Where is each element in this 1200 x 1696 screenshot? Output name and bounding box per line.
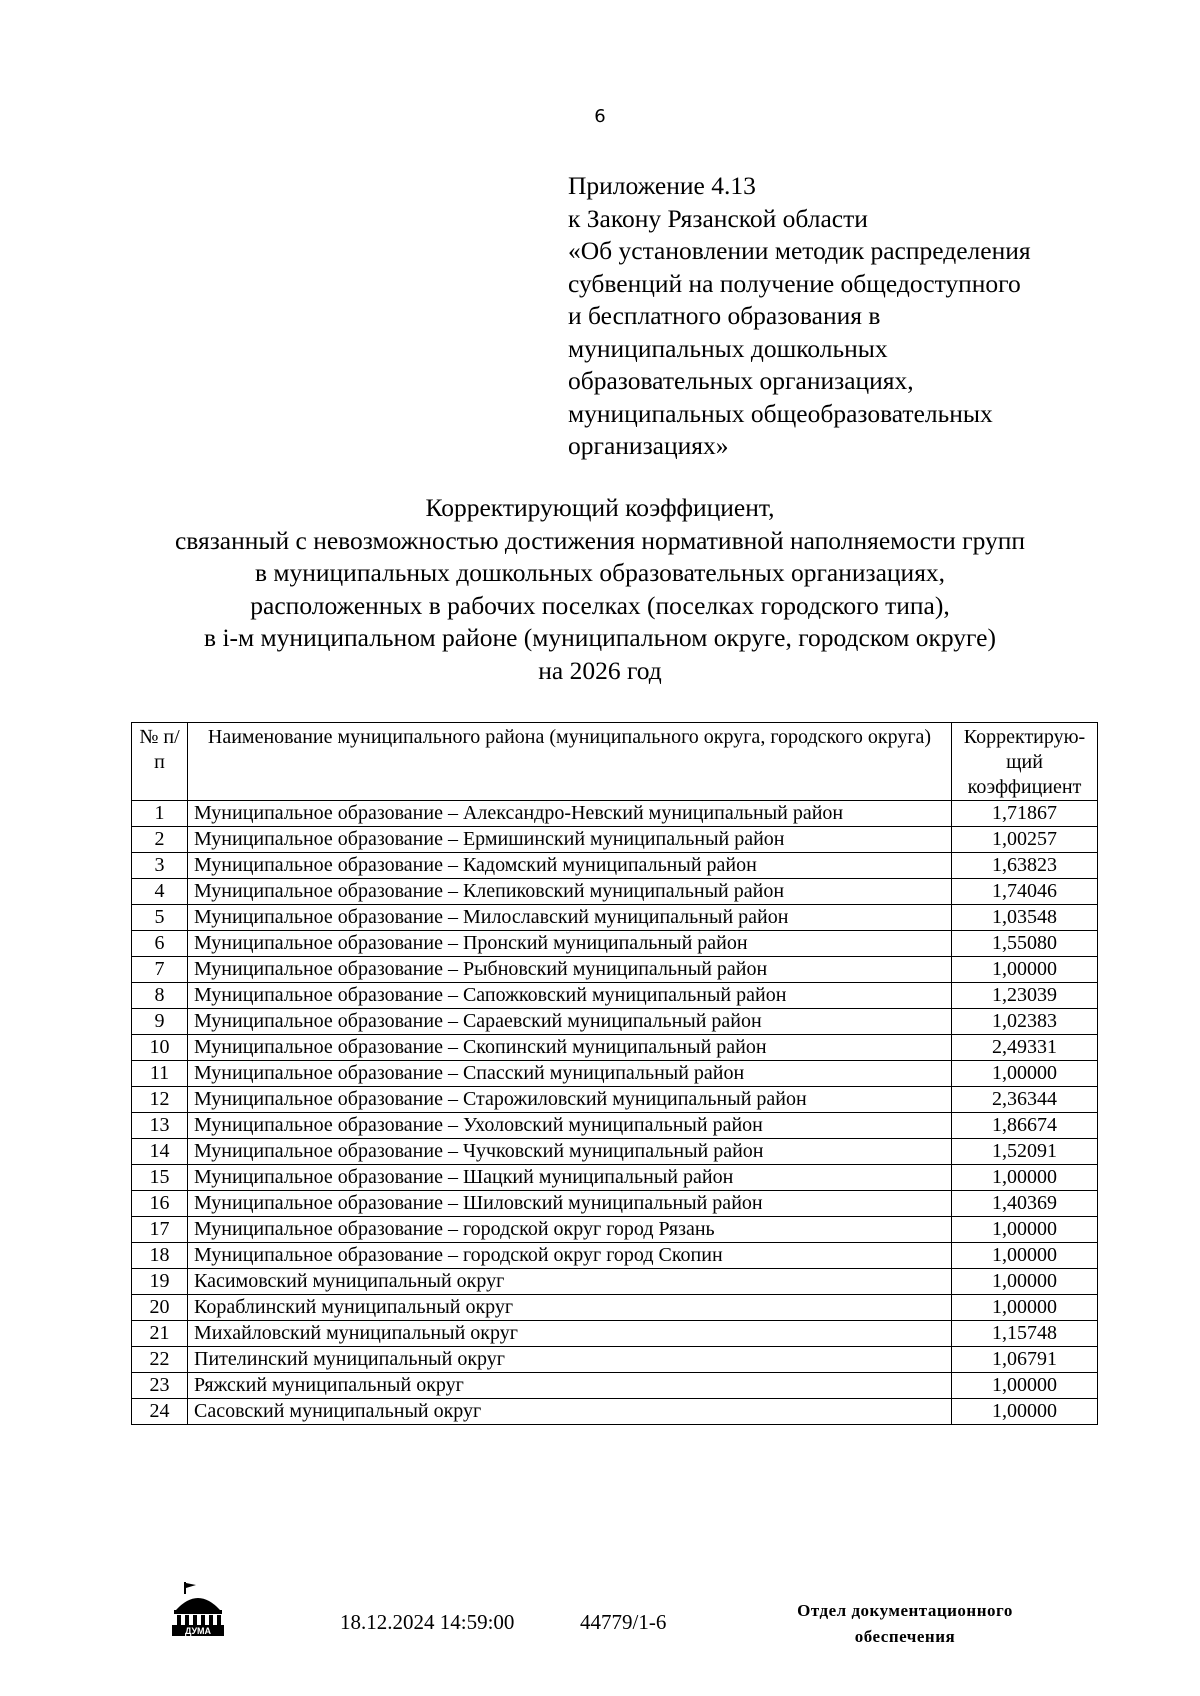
row-coefficient: 1,63823: [952, 853, 1098, 879]
row-number: 6: [132, 931, 188, 957]
row-coefficient: 1,55080: [952, 931, 1098, 957]
row-number: 2: [132, 827, 188, 853]
row-coefficient: 1,06791: [952, 1347, 1098, 1373]
row-name: Михайловский муниципальный округ: [188, 1321, 952, 1347]
row-number: 19: [132, 1269, 188, 1295]
table-row: [132, 1113, 1098, 1139]
row-coefficient: 1,03548: [952, 905, 1098, 931]
row-coefficient: 1,00000: [952, 1373, 1098, 1399]
row-number: 13: [132, 1113, 188, 1139]
department-line: Отдел документационного: [797, 1601, 1013, 1620]
row-coefficient: 1,71867: [952, 801, 1098, 827]
table-row: [132, 1165, 1098, 1191]
table-row: [132, 931, 1098, 957]
table-row: [132, 1269, 1098, 1295]
row-coefficient: 1,00000: [952, 1165, 1098, 1191]
row-number: 22: [132, 1347, 188, 1373]
row-number: 8: [132, 983, 188, 1009]
row-name: Муниципальное образование – Ермишинский муниципальный район: [188, 827, 952, 853]
appendix-line: организациях»: [568, 431, 729, 460]
table-row: [132, 1009, 1098, 1035]
row-number: 1: [132, 801, 188, 827]
row-coefficient: 1,40369: [952, 1191, 1098, 1217]
page-number: 6: [594, 106, 606, 127]
row-coefficient: 1,00000: [952, 1243, 1098, 1269]
row-number: 12: [132, 1087, 188, 1113]
row-coefficient: 2,49331: [952, 1035, 1098, 1061]
header-number: № п/п: [132, 723, 188, 801]
table-row: [132, 1191, 1098, 1217]
document-heading: [0, 492, 1200, 687]
table-row: [132, 827, 1098, 853]
row-name: Муниципальное образование – Старожиловский муниципальный район: [188, 1087, 952, 1113]
table-row: [132, 1373, 1098, 1399]
appendix-line: муниципальных дошкольных: [568, 333, 888, 363]
appendix-line: муниципальных общеобразовательных: [568, 398, 993, 428]
row-name: Сасовский муниципальный округ: [188, 1399, 952, 1425]
row-name: Ряжский муниципальный округ: [188, 1373, 952, 1399]
row-coefficient: 1,00000: [952, 1061, 1098, 1087]
row-coefficient: 1,00000: [952, 1217, 1098, 1243]
appendix-line: к Закону Рязанской области: [568, 203, 868, 233]
row-name: Муниципальное образование – Милославский муниципальный район: [188, 905, 952, 931]
row-number: 24: [132, 1399, 188, 1425]
row-coefficient: 1,52091: [952, 1139, 1098, 1165]
row-number: 18: [132, 1243, 188, 1269]
row-name: Муниципальное образование – Клепиковский муниципальный район: [188, 879, 952, 905]
row-coefficient: 2,36344: [952, 1087, 1098, 1113]
table-row: [132, 1243, 1098, 1269]
table-row: [132, 801, 1098, 827]
row-name: Муниципальное образование – Сараевский муниципальный район: [188, 1009, 952, 1035]
row-coefficient: 1,23039: [952, 983, 1098, 1009]
row-number: 20: [132, 1295, 188, 1321]
row-number: 15: [132, 1165, 188, 1191]
table-row: [132, 853, 1098, 879]
row-coefficient: 1,00000: [952, 1269, 1098, 1295]
row-coefficient: 1,86674: [952, 1113, 1098, 1139]
table-row: [132, 1139, 1098, 1165]
row-number: 23: [132, 1373, 188, 1399]
table-row: [132, 983, 1098, 1009]
row-name: Муниципальное образование – Кадомский муниципальный район: [188, 853, 952, 879]
row-number: 16: [132, 1191, 188, 1217]
row-name: Муниципальное образование – городской округ город Скопин: [188, 1243, 952, 1269]
row-coefficient: 1,00000: [952, 1399, 1098, 1425]
row-number: 11: [132, 1061, 188, 1087]
table-header: [132, 723, 1098, 801]
row-name: Муниципальное образование – Шиловский муниципальный район: [188, 1191, 952, 1217]
row-name: Муниципальное образование – Ухоловский муниципальный район: [188, 1113, 952, 1139]
appendix-line: и бесплатного образования в: [568, 301, 881, 330]
row-name: Кораблинский муниципальный округ: [188, 1295, 952, 1321]
row-name: Муниципальное образование – Спасский муниципальный район: [188, 1061, 952, 1087]
row-name: Муниципальное образование – Рыбновский муниципальный район: [188, 957, 952, 983]
row-name: Муниципальное образование – Шацкий муниципальный район: [188, 1165, 952, 1191]
table-row: [132, 1035, 1098, 1061]
row-coefficient: 1,00000: [952, 1295, 1098, 1321]
row-name: Муниципальное образование – Александро-Невский муниципальный район: [188, 801, 952, 827]
appendix-line: субвенций на получение общедоступного: [568, 268, 1021, 298]
table-row: [132, 879, 1098, 905]
table-row: [132, 905, 1098, 931]
table-row: [132, 1347, 1098, 1373]
row-number: 4: [132, 879, 188, 905]
row-name: Муниципальное образование – городской округ город Рязань: [188, 1217, 952, 1243]
appendix-line: Приложение 4.13: [568, 171, 756, 200]
row-name: Касимовский муниципальный округ: [188, 1269, 952, 1295]
row-number: 9: [132, 1009, 188, 1035]
header-name: Наименование муниципального района (муниципального округа, городского округа): [188, 723, 952, 801]
heading-line: в муниципальных дошкольных образовательных организациях,: [254, 558, 946, 587]
row-coefficient: 1,00257: [952, 827, 1098, 853]
row-number: 14: [132, 1139, 188, 1165]
appendix-line: образовательных организациях,: [568, 366, 914, 395]
department-stamp: [740, 1598, 1070, 1650]
row-number: 3: [132, 853, 188, 879]
appendix-reference: [568, 170, 1128, 463]
row-number: 5: [132, 905, 188, 931]
row-number: 17: [132, 1217, 188, 1243]
table-row: [132, 1087, 1098, 1113]
row-coefficient: 1,15748: [952, 1321, 1098, 1347]
table-body: [132, 801, 1098, 1425]
row-name: Муниципальное образование – Скопинский муниципальный район: [188, 1035, 952, 1061]
header-coefficient: Корректирую-щий коэффициент: [952, 723, 1098, 801]
coefficient-table: [131, 722, 1098, 1425]
row-coefficient: 1,74046: [952, 879, 1098, 905]
department-line: обеспечения: [854, 1627, 956, 1646]
table-row: [132, 1399, 1098, 1425]
row-name: Муниципальное образование – Сапожковский муниципальный район: [188, 983, 952, 1009]
row-coefficient: 1,00000: [952, 957, 1098, 983]
svg-text:ДУМА: ДУМА: [184, 1626, 212, 1636]
row-name: Муниципальное образование – Пронский муниципальный район: [188, 931, 952, 957]
row-coefficient: 1,02383: [952, 1009, 1098, 1035]
table-row: [132, 957, 1098, 983]
heading-line: Корректирующий коэффициент,: [425, 493, 775, 522]
footer-doc-number: 44779/1-6: [580, 1610, 667, 1634]
row-name: Муниципальное образование – Чучковский муниципальный район: [188, 1139, 952, 1165]
row-number: 21: [132, 1321, 188, 1347]
row-number: 7: [132, 957, 188, 983]
row-number: 10: [132, 1035, 188, 1061]
table-row: [132, 1295, 1098, 1321]
table-row: [132, 1217, 1098, 1243]
appendix-line: «Об установлении методик распределения: [568, 236, 1031, 265]
footer-datetime: 18.12.2024 14:59:00: [340, 1610, 515, 1634]
row-name: Пителинский муниципальный округ: [188, 1347, 952, 1373]
table-row: [132, 1321, 1098, 1347]
heading-line: расположенных в рабочих поселках (поселках городского типа),: [250, 590, 950, 620]
table-row: [132, 1061, 1098, 1087]
heading-line: в i-м муниципальном районе (муниципальном округе, городском округе): [204, 623, 996, 652]
duma-logo: [170, 1582, 226, 1638]
heading-line: связанный с невозможностью достижения нормативной наполняемости групп: [174, 525, 1026, 555]
heading-line: на 2026 год: [538, 655, 662, 685]
